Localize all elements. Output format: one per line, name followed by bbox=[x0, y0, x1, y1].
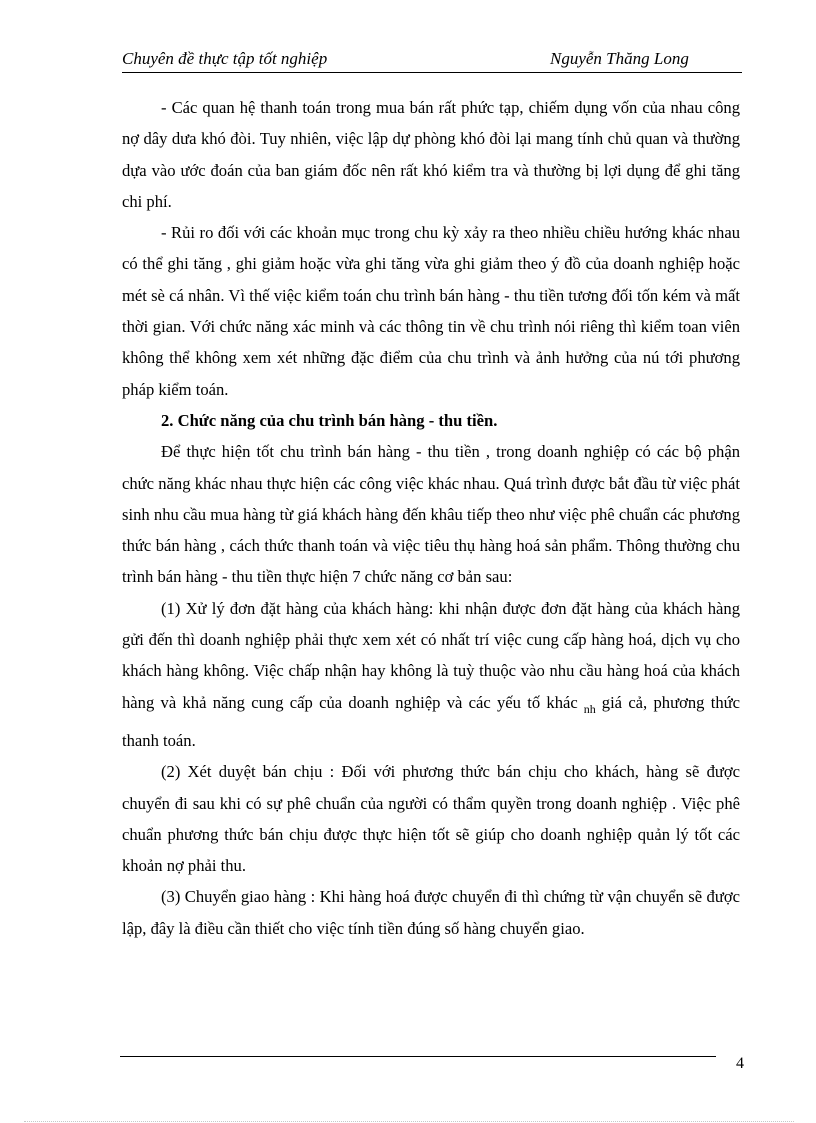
subscript-fragment: nh bbox=[583, 701, 596, 716]
author-name: Nguyễn Thăng Long bbox=[550, 49, 689, 68]
order-processing-text-end: giá cả, phương thức thanh toán. bbox=[122, 692, 740, 750]
paragraph-functions-intro: Để thực hiện tốt chu trình bán hàng - thu tiền , trong doanh nghiệp có các bộ phận chức năng khác nhau thực hiện các công việc khác nhau. Quá trình được bắt đầu từ việc phát sinh nhu cầu mua hàng từ giá khách hàng đến khâu tiếp theo như việc phê chuẩn các phương thức bán hàng , cách thức thanh toán và việc tiêu thụ hàng hoá sản phẩm. Thông thường chu trình bán hàng - thu tiền thực hiện 7 chức năng cơ bản sau: bbox=[122, 442, 740, 587]
page-edge bbox=[24, 1121, 794, 1122]
page-header bbox=[122, 48, 742, 73]
paragraph-order-processing bbox=[122, 593, 740, 756]
footer-divider bbox=[120, 1056, 716, 1057]
document-body bbox=[122, 92, 740, 944]
paragraph-payment-relations: - Các quan hệ thanh toán trong mua bán rất phức tạp, chiếm dụng vốn của nhau công nợ dây dưa khó đòi. Tuy nhiên, việc lập dự phòng khó đòi lại mang tính chủ quan và thường dựa vào ước đoán của ban giám đốc nên rất khó kiểm tra và thường bị lợi dụng để ghi tăng chi phí. bbox=[122, 98, 740, 211]
paragraph-shipping: (3) Chuyển giao hàng : Khi hàng hoá được chuyển đi thì chứng từ vận chuyển sẽ được lập, đây là điều cần thiết cho việc tính tiền đúng số hàng chuyển giao. bbox=[122, 887, 740, 938]
order-processing-text: (1) Xử lý đơn đặt hàng của khách hàng: khi nhận được đơn đặt hàng của khách hàng gửi đến thì doanh nghiệp phải thực xem xét có nhất trí việc cung cấp hàng hoá, dịch vụ cho khách hàng không. Việc chấp nhận hay không là tuỳ thuộc vào nhu cầu hàng hoá của khách hàng và khả năng cung cấp của doanh nghiệp và các yếu tố khác bbox=[122, 598, 740, 712]
page-number: 4 bbox=[736, 1055, 744, 1072]
document-title: Chuyên đề thực tập tốt nghiệp bbox=[122, 49, 328, 68]
section-heading: 2. Chức năng của chu trình bán hàng - thu tiền. bbox=[161, 410, 498, 430]
paragraph-risk: - Rủi ro đối với các khoản mục trong chu kỳ xảy ra theo nhiều chiều hướng khác nhau có thể ghi tăng , ghi giảm hoặc vừa ghi tăng vừa ghi giảm theo ý đồ của doanh nghiệp hoặc mét sè cá nhân. Vì thế việc kiểm toán chu trình bán hàng - thu tiền tương đối tốn kém và mất thời gian. Với chức năng xác minh và các thông tin về chu trình nói riêng thì kiểm toan viên không thể không xem xét những đặc điểm của chu trình và ảnh hưởng của nú tới phương pháp kiểm toán. bbox=[122, 223, 740, 399]
paragraph-credit-approval: (2) Xét duyệt bán chịu : Đối với phương thức bán chịu cho khách, hàng sẽ được chuyển đi sau khi có sự phê chuẩn của người có thẩm quyền trong doanh nghiệp . Việc phê chuẩn phương thức bán chịu được thực hiện tốt sẽ giúp cho doanh nghiệp quản lý tốt các khoản nợ phải thu. bbox=[122, 762, 740, 876]
